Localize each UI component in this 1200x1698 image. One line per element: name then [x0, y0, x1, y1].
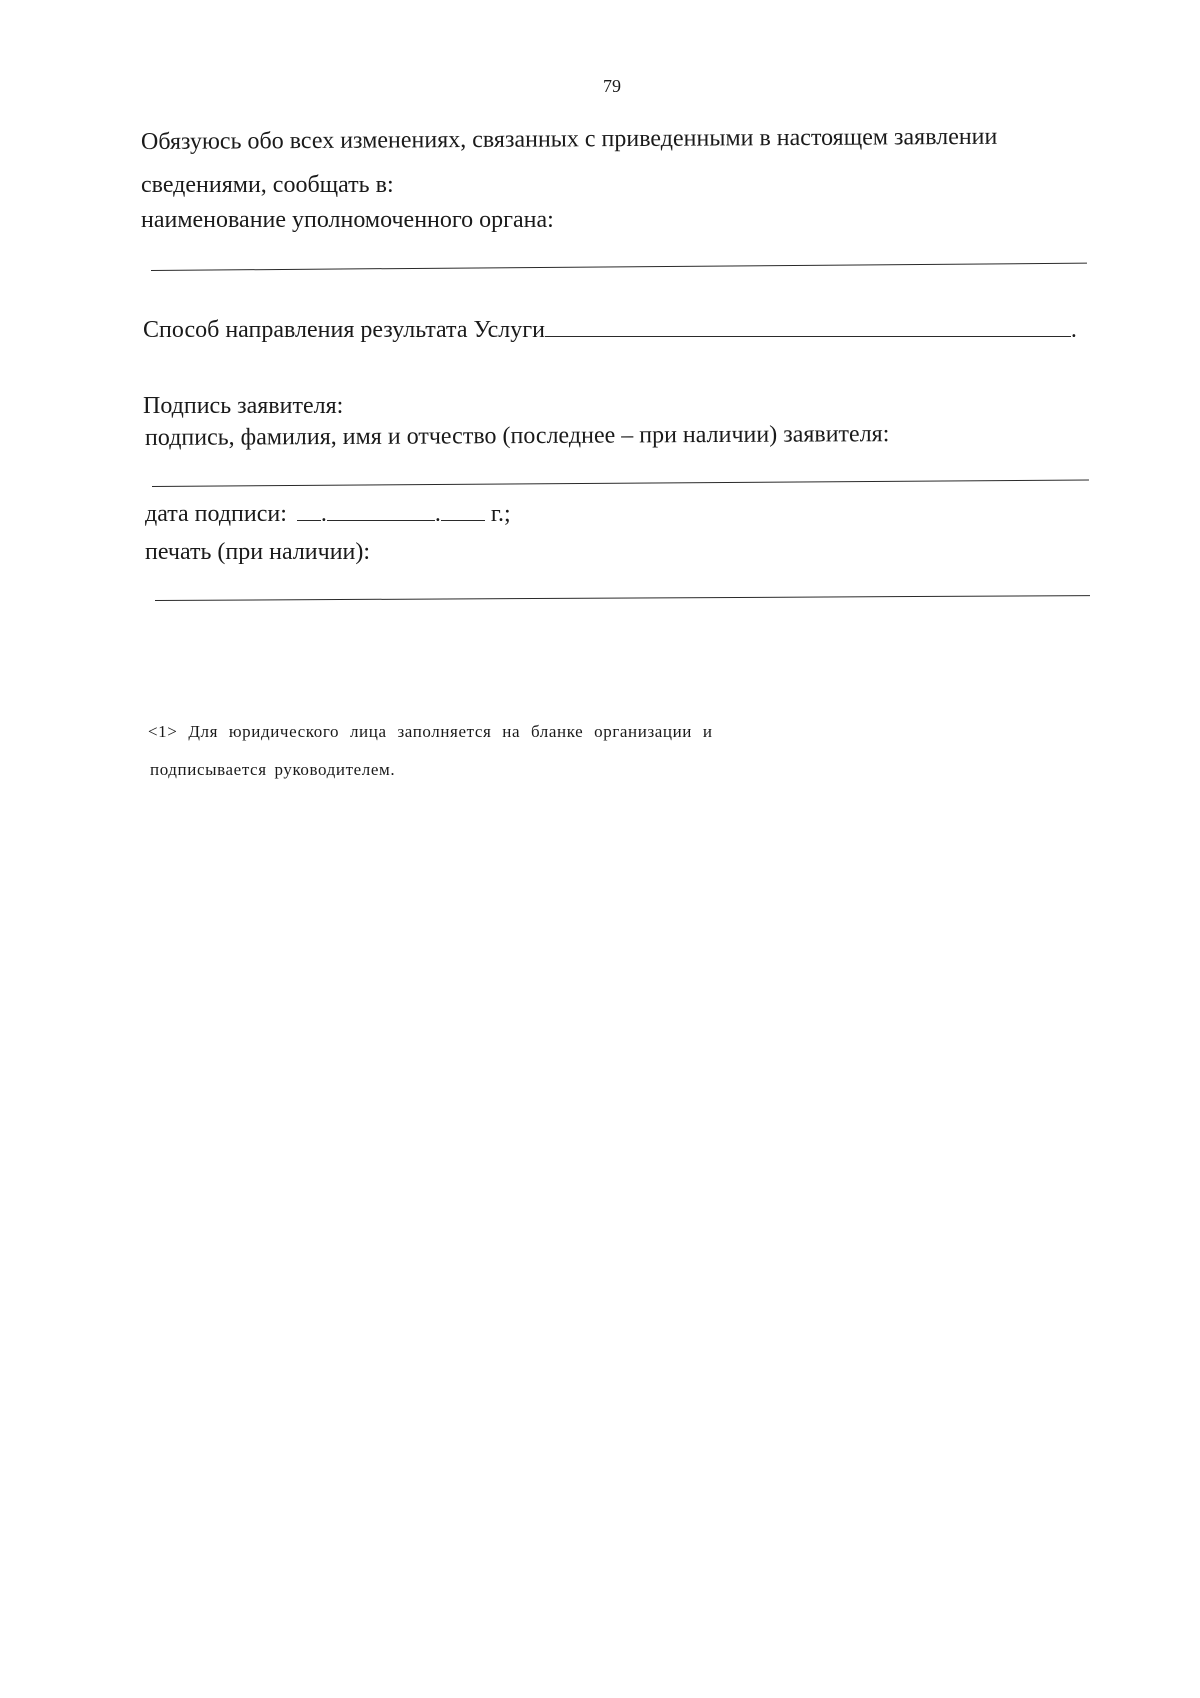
signature-date-row	[145, 500, 511, 528]
date-month-field[interactable]	[327, 502, 435, 521]
delivery-end-mark: .	[1070, 317, 1077, 343]
delivery-method-label: Способ направления результата Услуги	[143, 317, 545, 343]
date-year-field[interactable]	[441, 502, 485, 521]
signature-heading: Подпись заявителя:	[143, 393, 344, 419]
date-day-field[interactable]	[297, 502, 321, 521]
authority-fill-line[interactable]	[151, 263, 1087, 271]
authority-label: наименование уполномоченного органа:	[141, 207, 554, 233]
statement-line-1: Обязуюсь обо всех изменениях, связанных с приведенными в настоящем заявлении	[140, 123, 998, 155]
statement-line-2: сведениями, сообщать в:	[141, 172, 394, 198]
page-number: 79	[603, 76, 621, 96]
footnote-line-2: подписывается руководителем.	[150, 760, 396, 779]
seal-fill-line[interactable]	[155, 595, 1090, 601]
date-separator-2: .	[434, 501, 441, 527]
date-separator-1: .	[320, 501, 327, 527]
signature-name-label: подпись, фамилия, имя и отчество (последнее – при наличии) заявителя:	[144, 421, 890, 451]
signature-date-label: дата подписи:	[145, 501, 287, 527]
delivery-method-row	[143, 316, 1077, 344]
delivery-method-field[interactable]	[545, 318, 1071, 337]
seal-label: печать (при наличии):	[145, 539, 371, 565]
year-suffix: г.;	[490, 501, 511, 527]
signature-fill-line[interactable]	[152, 479, 1089, 487]
footnote-line-1: <1> Для юридического лица заполняется на бланке организации и	[148, 722, 713, 741]
